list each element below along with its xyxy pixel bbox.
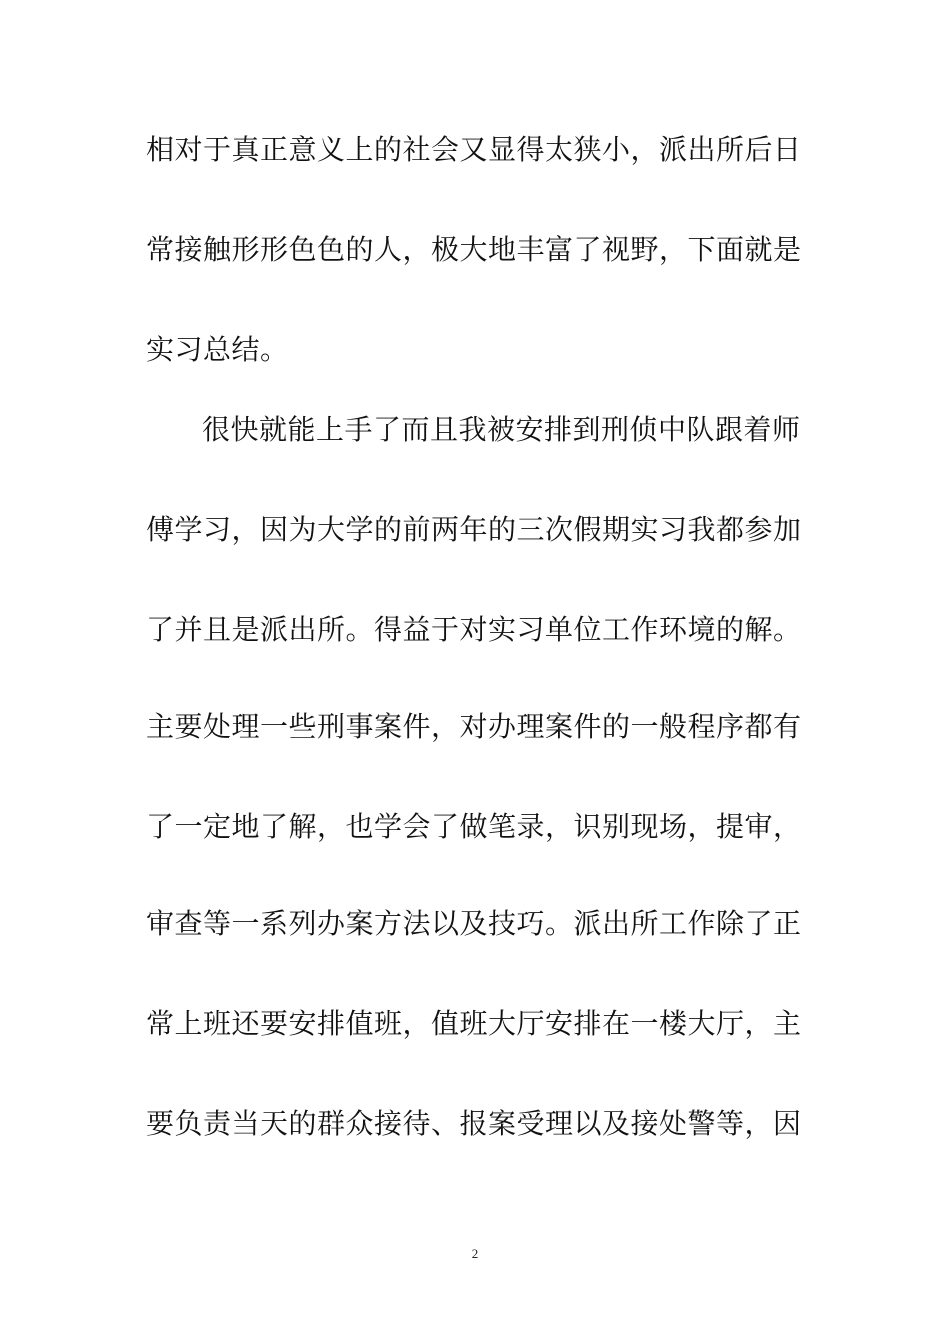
text-line: 傅学习，因为大学的前两年的三次假期实习我都参加	[146, 513, 802, 546]
text-line: 常上班还要安排值班，值班大厅安排在一楼大厅，主	[146, 1007, 802, 1040]
text-line: 审查等一系列办案方法以及技巧。派出所工作除了正	[146, 907, 802, 940]
text-line: 了一定地了解，也学会了做笔录，识别现场，提审，	[146, 810, 802, 843]
text-line: 主要处理一些刑事案件，对办理案件的一般程序都有	[146, 710, 802, 743]
text-line: 实习总结。	[146, 333, 289, 366]
text-line: 了并且是派出所。得益于对实习单位工作环境的解。	[146, 613, 802, 646]
page-number: 2	[471, 1246, 479, 1261]
text-line: 要负责当天的群众接待、报案受理以及接处警等，因	[146, 1107, 802, 1140]
text-line: 常接触形形色色的人，极大地丰富了视野，下面就是	[146, 233, 802, 266]
text-line: 相对于真正意义上的社会又显得太狭小，派出所后日	[146, 133, 802, 166]
paragraph-start-line: 很快就能上手了而且我被安排到刑侦中队跟着师	[202, 413, 801, 446]
